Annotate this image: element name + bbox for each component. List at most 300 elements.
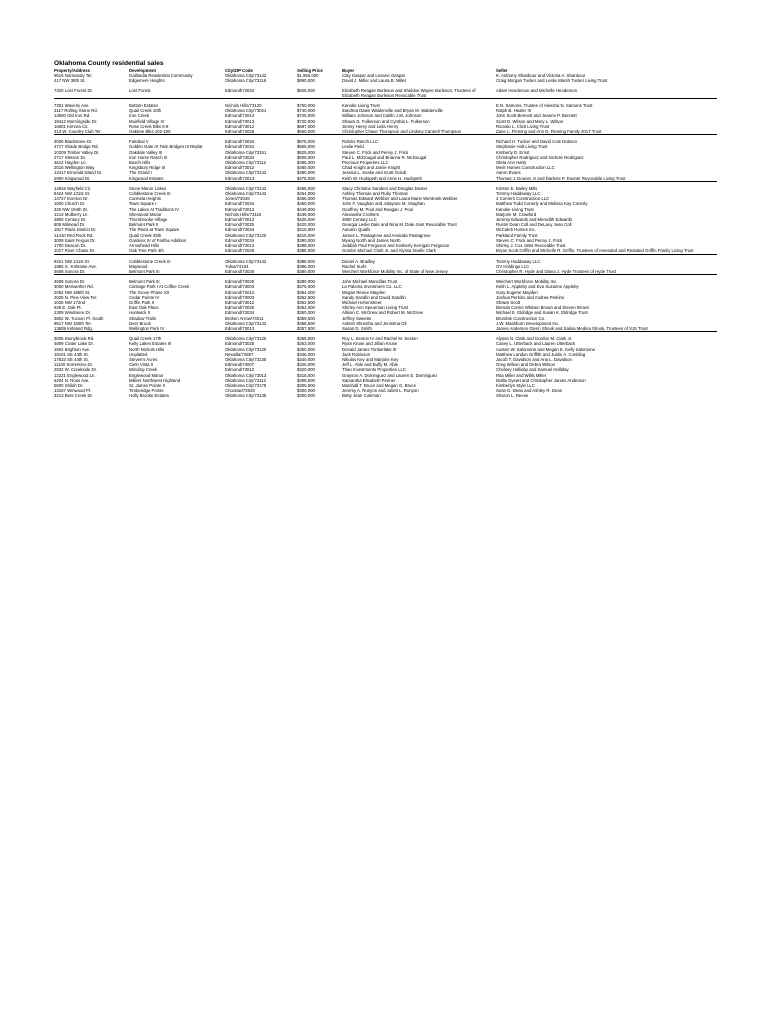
cell-price: $360,000 xyxy=(297,310,315,316)
cell-buyer: Sandy Sandlin and David Sandlin xyxy=(342,294,406,300)
cell-seller: Kimberlyn Style LLC xyxy=(496,382,535,388)
column-header-seller: Seller xyxy=(496,68,508,73)
table-row xyxy=(54,84,717,99)
cell-buyer: Paul L. McDougal and Brianna R. McDougal xyxy=(342,154,427,160)
cell-seller: Michael E. Eldridge and Susan K. Eldridge Trust xyxy=(496,310,588,316)
cell-seller: Shirley J. Cox 1994 Revocable Trust xyxy=(496,243,566,249)
cell-price: $386,000 xyxy=(297,263,315,269)
cell-city: Edmond/73025 xyxy=(225,129,297,135)
cell-city: Edmond/73034 xyxy=(225,237,255,243)
cell-seller: James Anderson Glenn Shook and Salina Medina Shook, Trustees of SJS Trust xyxy=(496,326,717,332)
cell-buyer: Precious Properties LLC xyxy=(342,160,389,166)
cell-city: Edmond/73012 xyxy=(225,165,255,171)
cell-buyer: Elizabeth Reagan Burleson and Sheldon Wayne Burleson, Trustees of Elizabeth Reagan Burleson Revocable Trust xyxy=(342,84,496,99)
cell-city: Oklahoma City/73118 xyxy=(225,78,267,84)
cell-seller: Thomas J. Dooner Jr and Darlene P. Dooner Revocable Living Trust xyxy=(496,176,717,182)
cell-address: 2717 Stetson Dr. xyxy=(54,154,87,160)
cell-seller: Merit Homes Construction LLC xyxy=(496,165,555,171)
cell-seller: Steven C. Frick and Penny J. Frick xyxy=(496,237,563,243)
cell-city: Broken Arrow/74011 xyxy=(225,315,264,321)
cell-price: $320,000 xyxy=(297,367,315,373)
cell-development: Cobblestone Creek III xyxy=(129,258,171,264)
cell-seller: Sean D. Dean and Ashley R. Dean xyxy=(496,388,563,394)
cell-city: Edmond/73034 xyxy=(225,139,255,145)
cell-price: $390,000 xyxy=(297,237,315,243)
cell-address: 1017 River Chase Dr. xyxy=(54,248,129,254)
cell-price: $359,000 xyxy=(297,315,315,321)
table-row xyxy=(54,181,717,191)
cell-seller: Adam Henderson and Michelle Henderson xyxy=(496,84,717,99)
cell-address: 13157 Winwood Pl. xyxy=(54,388,92,394)
cell-buyer: Susan D. Smith xyxy=(342,326,496,332)
cell-price: $464,000 xyxy=(297,191,315,197)
cell-buyer: Zandrea Dawn Waldenville and Bryan M. Waldenville xyxy=(342,108,443,114)
cell-address: 3000 Meriwether Rd. xyxy=(54,284,94,290)
cell-city: Edmond/73034 xyxy=(225,201,255,207)
cell-city: Tulsa/74104 xyxy=(225,263,249,269)
cell-buyer: William Johnson and Caitlin J.M. Johnson xyxy=(342,113,422,119)
cell-buyer: Rachel Surls xyxy=(342,263,367,269)
cell-buyer: David J. Miller and Laura B. Miller xyxy=(342,78,407,84)
cell-buyer: Jeddiah Paul Ferguson and Kimberly Kerrigan Ferguson xyxy=(342,243,450,249)
cell-development: Oaktree Blks 102-108 xyxy=(129,129,225,135)
cell-address: 9616 Normandy Ter. xyxy=(54,73,93,79)
cell-buyer: Jessica L. Suske and Scott Golub xyxy=(342,170,407,176)
table-row xyxy=(54,254,717,264)
table-row xyxy=(54,248,717,254)
cell-development: Iron Creek xyxy=(129,113,150,119)
cell-seller: Mollie Dysart and Christopher James Anderson xyxy=(496,377,586,383)
cell-seller: Oleta Ann Harty xyxy=(496,160,527,166)
cell-price: $740,000 xyxy=(297,108,315,114)
cell-seller: Keith L. Appleby and Eva Suzanne Appleby xyxy=(496,284,579,290)
cell-city: Oklahoma City/73151 xyxy=(225,149,267,155)
cell-buyer: Grayson A. Dominguez and Lauren E. Dominguez xyxy=(342,372,438,378)
cell-buyer: Ashley Thomas and Ruby Thomas xyxy=(342,191,408,197)
cell-seller: Stephanie Holt Living Trust xyxy=(496,144,548,150)
cell-address: 4717 Shade Bridge Rd. xyxy=(54,144,99,150)
cell-buyer: Kanoke Living Trust xyxy=(342,103,380,109)
cell-seller: Brumble Construction Co. xyxy=(496,315,546,321)
cell-city: Oklahoma City/73135 xyxy=(225,393,267,399)
cell-city: Oklahoma City/73142 xyxy=(225,258,267,264)
cell-buyer: Michael Hohenstreet xyxy=(342,299,382,305)
cell-seller: Matthew Landon Griffith and Justin A. Conkling xyxy=(496,351,586,357)
cell-seller: Chelsey Holliday and Samuel Holliday xyxy=(496,367,569,373)
cell-price: $300,000 xyxy=(297,393,315,399)
cell-buyer: Shirley Ann Spearman Living Trust xyxy=(342,305,408,311)
cell-development: St. James Pointe II xyxy=(129,382,166,388)
cell-price: $439,000 xyxy=(297,211,315,217)
cell-city: Edmond/73034 xyxy=(225,154,255,160)
cell-city: Oklahoma City/73142 xyxy=(225,170,267,176)
cell-seller: OV Holdings LLC xyxy=(496,263,530,269)
cell-city: Edmond/73025 xyxy=(225,341,255,347)
cell-city: Oklahoma City/73142 xyxy=(225,320,267,326)
cell-price: $485,000 xyxy=(297,160,315,166)
cell-development: Carmela Heights xyxy=(129,196,162,202)
cell-city: Edmond/73013 xyxy=(225,176,297,182)
cell-development: Busch Hills xyxy=(129,160,151,166)
cell-buyer: John Michael Mancillas Trust xyxy=(342,279,398,285)
cell-city: Oklahoma City/73120 xyxy=(225,336,267,342)
cell-buyer: Alexandra Crothers xyxy=(342,211,380,217)
cell-price: $750,000 xyxy=(297,103,315,109)
table-row xyxy=(54,332,717,342)
cell-buyer: Jeremy A. Runyon and Juliett L. Runyon xyxy=(342,388,419,394)
cell-price: $346,000 xyxy=(297,351,315,357)
cell-buyer: Geoffrey M. Pool and Reagan J. Pool xyxy=(342,206,414,212)
cell-address: 4612 Hayden Ln. xyxy=(54,160,87,166)
cell-development: Bottom Estates xyxy=(129,103,159,109)
cell-city: Edmond/73013 xyxy=(225,217,255,223)
cell-city: Oklahoma City/73021 xyxy=(225,108,267,114)
cell-address: 2800 Century Dr. xyxy=(54,217,87,223)
cell-city: Edmond/73012 xyxy=(225,367,255,373)
cell-address: 1817 Plaza District Dr. xyxy=(54,227,97,233)
cell-development: Rose Creek Blks 6-8 xyxy=(129,123,169,129)
cell-seller: Alyssa N. Clark and Gordon M. Clark Jr. xyxy=(496,336,573,342)
cell-address: 19412 Morningside Dr. xyxy=(54,118,98,124)
cell-development: Kingsbury Ridge III xyxy=(129,165,166,171)
cell-city: Edmond/73025 xyxy=(225,269,297,275)
cell-development: Edgemere Heights xyxy=(129,78,165,84)
cell-address: 2309 Windmere Dr. xyxy=(54,310,92,316)
cell-development: Iron Horse Ranch III xyxy=(129,154,168,160)
cell-development: Steven's Acres xyxy=(129,356,158,362)
cell-seller: Craig Morgan Tucker and Leslie Marsh Tucker Living Trust xyxy=(496,78,608,84)
cell-buyer: Allison C. McGrew and Robert M. McGrew xyxy=(342,310,423,316)
cell-development: Holly Brooke Estates xyxy=(129,393,169,399)
cell-buyer: Keith W. Hudspeth and Anne H. Hudspeth xyxy=(342,176,496,182)
table-body xyxy=(54,73,717,398)
cell-price: $305,500 xyxy=(297,382,315,388)
cell-address: 1602 Brighton Ave. xyxy=(54,346,91,352)
cell-price: $350,000 xyxy=(297,346,315,352)
cell-address: 8421 NW 131st St. xyxy=(54,258,91,264)
cell-price: $480,000 xyxy=(297,165,315,171)
cell-development: Winding Creek xyxy=(129,367,158,373)
cell-city: Oklahoma City/73142 xyxy=(225,185,267,191)
cell-development: The Lakes At Traditions IV xyxy=(129,206,180,212)
column-header-city: City/ZIP Code xyxy=(225,68,253,73)
cell-seller: Gary Eugene Mayden xyxy=(496,289,538,295)
cell-price: $720,000 xyxy=(297,118,315,124)
cell-city: Edmond/73013 xyxy=(225,206,255,212)
column-header-address: Property/Address xyxy=(54,68,91,73)
column-header-price: Selling Price xyxy=(297,68,323,73)
cell-address: 13609 Kirkland Rdg. xyxy=(54,326,129,332)
cell-address: 1213 Mulberry Ln. xyxy=(54,211,89,217)
cell-price: $353,000 xyxy=(297,341,315,347)
cell-buyer: Ryan Kruse and Jillian Kruse xyxy=(342,341,398,347)
cell-price: $890,000 xyxy=(297,78,315,84)
cell-buyer: Gordon Michael Clark Jr. and Alyssa Noelle Clark xyxy=(342,248,496,254)
cell-development: The Plaza at Town Square xyxy=(129,227,180,233)
cell-address: 14816 Wayfield Cir. xyxy=(54,185,92,191)
cell-seller: McCaleb Homes Inc. xyxy=(496,227,536,233)
cell-development: Deer Brook xyxy=(129,320,151,326)
cell-price: $380,000 xyxy=(297,269,342,275)
cell-address: 805 Milmead Dr. xyxy=(54,222,86,228)
cell-city: Edmond/73025 xyxy=(225,248,297,254)
cell-city: Edmond/73034 xyxy=(225,144,255,150)
cell-seller: E.N. Samons, Trustee of Aleesha N. Samons Trust xyxy=(496,103,593,109)
cell-buyer: Marshall T. Bruce and Megan G. Bruce xyxy=(342,382,416,388)
cell-address: 18101 SE 44th St. xyxy=(54,351,89,357)
cell-city: Oklahoma City/73179 xyxy=(225,382,267,388)
cell-address: 3802 W. Tucson Pl. South xyxy=(54,315,104,321)
cell-development: Oakdale Valley III xyxy=(129,149,163,155)
cell-seller: Greg Wilson and Debra Wilson xyxy=(496,362,555,368)
cell-development: Thornbrooke Village xyxy=(129,217,168,223)
cell-city: Oklahoma City/73142 xyxy=(225,73,267,79)
document-title: Oklahoma County residential sales xyxy=(54,60,164,67)
cell-development: Belmont Park III xyxy=(129,269,225,275)
cell-address: 16601 Kimrea Cir. xyxy=(54,123,89,129)
cell-price: $1,950,000 xyxy=(297,73,319,79)
cell-price: $325,000 xyxy=(297,362,315,368)
cell-price: $415,000 xyxy=(297,232,315,238)
cell-development: Kingwood Estates xyxy=(129,176,225,182)
cell-address: 2025 N. Pine View Ter. xyxy=(54,294,98,300)
cell-buyer: Jeffrey Sweetin xyxy=(342,315,372,321)
cell-seller: Aaron Evans xyxy=(496,170,521,176)
cell-development: The Grand I xyxy=(129,170,152,176)
cell-buyer: Thao Investments Properties LLC xyxy=(342,367,407,373)
document-page xyxy=(54,60,717,399)
cell-city: Edmond/73013 xyxy=(225,118,255,124)
cell-address: 1500 Church St. xyxy=(54,201,86,207)
cell-city: Oklahoma City/73112 xyxy=(225,377,267,383)
cell-buyer: Chad Knight and Jamie Knight xyxy=(342,165,401,171)
cell-address: 1955 S. Yorktown Ave. xyxy=(54,263,97,269)
cell-development: North Nichols Hills xyxy=(129,346,165,352)
cell-development: Unplatted xyxy=(129,351,148,357)
cell-seller: K. Anthony Shanbour and Victoria A. Shanbour xyxy=(496,73,586,79)
cell-city: Oklahoma City/73112 xyxy=(225,160,267,166)
cell-seller: Tommy Haddaway LLC xyxy=(496,258,541,264)
cell-price: $825,000 xyxy=(297,84,342,99)
cell-address: 6204 N. Ross Ave. xyxy=(54,377,90,383)
cell-buyer: Autumn Qualls xyxy=(342,227,371,233)
cell-price: $525,000 xyxy=(297,149,315,155)
cell-address: 2016 Wellington Way xyxy=(54,165,95,171)
cell-price: $357,500 xyxy=(297,326,342,332)
cell-city: Edmond/73013 xyxy=(225,326,297,332)
table-row xyxy=(54,135,717,145)
cell-seller: Zane L. Fleming and Ann D. Fleming Family 2017 Trust xyxy=(496,129,717,135)
cell-city: Edmond/73025 xyxy=(225,222,255,228)
cell-address: 413 W. Country Club Ter. xyxy=(54,129,129,135)
table-row xyxy=(54,99,717,109)
cell-buyer: Jeff L. Able and Buffy M. Able xyxy=(342,362,398,368)
cell-seller: Joshua Perkins and Andrea Perkins xyxy=(496,294,565,300)
cell-price: $358,500 xyxy=(297,320,315,326)
cell-buyer: 2800 Century LLC xyxy=(342,217,377,223)
cell-buyer: Shawn D. Fulkerson and Cynthia L. Fulkerson xyxy=(342,118,430,124)
cell-address: 3006 Blackstone Dr. xyxy=(54,139,93,145)
cell-development: Cedar Pointe IV xyxy=(129,294,160,300)
cell-seller: J.W. Mashburn Development Inc. xyxy=(496,320,560,326)
cell-price: $415,000 xyxy=(297,227,315,233)
cell-development: Fairdeal V xyxy=(129,139,149,145)
cell-address: 13600 Old Iron Rd. xyxy=(54,113,91,119)
cell-development: Griffin Park II xyxy=(129,299,154,305)
cell-city: Oklahoma City/73142 xyxy=(225,191,267,197)
cell-price: $388,000 xyxy=(297,243,315,249)
cell-price: $380,000 xyxy=(297,279,315,285)
cell-development: Sherwood Manor xyxy=(129,211,162,217)
cell-city: Edmond/73003 xyxy=(225,294,255,300)
cell-development: Gardens IV of Fairfax Addition xyxy=(129,237,187,243)
cell-development: Town Square I xyxy=(129,201,157,207)
cell-city: Edmond/73003 xyxy=(225,284,255,290)
cell-seller: 4 Corners Construction LLC xyxy=(496,196,550,202)
cell-development: Quail Creek 17th xyxy=(129,336,162,342)
cell-address: 8424 NW 131st St. xyxy=(54,191,91,197)
cell-address: 4608 Sonora Dr. xyxy=(54,269,129,275)
cell-buyer: Jimmy Henry and Leila Henry xyxy=(342,123,399,129)
cell-development: Wellington Park IV xyxy=(129,326,225,332)
cell-buyer: Samantha Elisabeth Penner xyxy=(342,377,396,383)
cell-price: $362,500 xyxy=(297,299,315,305)
cell-address: 1700 Deacon Dr. xyxy=(54,243,87,249)
cell-city: Edmond/73025 xyxy=(225,279,255,285)
cell-seller: Kristen E. Bailey Mills xyxy=(496,185,538,191)
cell-development: Arrowhead Hills xyxy=(129,243,160,249)
cell-development: Quail Creek 25th xyxy=(129,232,162,238)
cell-development: Timberidge Pointe xyxy=(129,388,164,394)
cell-address: 2052 NW 186th St. xyxy=(54,289,91,295)
cell-development: Kelly Lakes Estates III xyxy=(129,341,172,347)
cell-city: Edmond/73025 xyxy=(225,305,255,311)
cell-seller: Christopher R. Hyde and Diana J. Hyde Trustees of Hyde Trust xyxy=(496,269,717,275)
cell-buyer: James L. Pastagrove and Amanda Pastagrove xyxy=(342,232,431,238)
cell-development: Quail Creek 10th xyxy=(129,108,162,114)
table-row xyxy=(54,275,717,285)
cell-development: Muirfield Village IV xyxy=(129,118,165,124)
cell-city: Oklahoma City/73120 xyxy=(225,346,267,352)
cell-seller: Kimberly D. Ernst xyxy=(496,149,530,155)
cell-development: Belmont Park III xyxy=(129,279,160,285)
cell-city: Edmond/73034 xyxy=(225,84,297,99)
cell-city: Jones/73049 xyxy=(225,196,250,202)
cell-address: 13417 Emerald Island Dr. xyxy=(54,170,103,176)
cell-seller: Ralph B. Healer III xyxy=(496,108,532,114)
cell-city: Edmond/73007 xyxy=(225,362,255,368)
cell-address: 12221 Englewood Ln. xyxy=(54,372,96,378)
cell-seller: Bryan Scott Griffin and Michelle R. Griffin, Trustees of Amended and Restated Griffin Family Living Trust xyxy=(496,248,717,254)
cell-city: Nichols Hills/73116 xyxy=(225,211,262,217)
cell-seller: Jeremy Edwards and Meredith Edwards xyxy=(496,217,573,223)
cell-address: 7320 Lost Forest Dr. xyxy=(54,84,129,99)
cell-price: $355,000 xyxy=(297,336,315,342)
cell-buyer: Clay Gaspar and Leanne Gaspar xyxy=(342,73,406,79)
cell-address: 4809 Crater Lake Dr. xyxy=(54,341,94,347)
cell-price: $450,000 xyxy=(297,201,315,207)
cell-seller: Sharon L. Reese xyxy=(496,393,529,399)
cell-address: 417 NW 38th St. xyxy=(54,78,86,84)
cell-price: $725,000 xyxy=(297,113,315,119)
cell-city: Edmond/73034 xyxy=(225,310,255,316)
cell-price: $308,500 xyxy=(297,377,315,383)
cell-address: 3117 Rolling Stone Rd. xyxy=(54,108,98,114)
cell-buyer: Robins Ranch LLC xyxy=(342,139,379,145)
cell-buyer: Weichert Workforce Mobility Inc. of State of New Jersey xyxy=(342,269,496,275)
cell-seller: Weichert Workforce Mobility Inc. xyxy=(496,279,558,285)
cell-price: $375,000 xyxy=(297,284,315,290)
cell-price: $456,000 xyxy=(297,196,315,202)
cell-address: 3213 Bent Creek Dr. xyxy=(54,393,93,399)
cell-price: $388,000 xyxy=(297,248,342,254)
cell-development: Cielo Vista II xyxy=(129,362,154,368)
cell-seller: Austen W. Salomone and Megan E. Kelly Salomone xyxy=(496,346,596,352)
cell-development: Huntwick II xyxy=(129,310,151,316)
cell-price: $425,000 xyxy=(297,217,315,223)
cell-buyer: Daniel A. Bradley xyxy=(342,258,375,264)
cell-address: 8517 NW 150th Ter. xyxy=(54,320,92,326)
cell-seller: John Scott Bennett and Jeanne P. Bennett xyxy=(496,113,577,119)
cell-address: 1025 NW 172nd xyxy=(54,299,86,305)
cell-development: Stone Manor Lakes xyxy=(129,185,167,191)
cell-city: Edmond/73012 xyxy=(225,289,255,295)
cell-price: $575,000 xyxy=(297,139,315,145)
cell-address: 3009 Saint Fergus Dr. xyxy=(54,237,96,243)
cell-city: Nichols Hills/73120 xyxy=(225,103,262,109)
cell-seller: Matthew Todd Conerly and Melissa Kay Conerly xyxy=(496,201,588,207)
column-header-buyer: Buyer xyxy=(342,68,355,73)
cell-address: 2832 W. Creekside Dr. xyxy=(54,367,97,373)
cell-buyer: Ashish Shrestha and Jenishna Oli xyxy=(342,320,407,326)
cell-buyer: Roy L. Sexton IV and Rachel M. Sexton xyxy=(342,336,418,342)
cell-seller: Casey L. Utterback and Lauren Utterback xyxy=(496,341,576,347)
cell-buyer: Thomas Edward Webber and Laura Marie Wentroek Webber xyxy=(342,196,458,202)
cell-development: Golden Gate At Twin Bridges III Replat xyxy=(129,144,203,150)
table-row xyxy=(54,393,717,398)
cell-city: Oklahoma City/73120 xyxy=(225,232,267,238)
cell-city: Edmond/73012 xyxy=(225,299,255,305)
cell-development: Englewood Manor xyxy=(129,372,164,378)
cell-price: $475,000 xyxy=(297,176,342,182)
cell-buyer: Nikolas Key and Marjorie Key xyxy=(342,356,399,362)
cell-development: Lost Forest xyxy=(129,84,225,99)
cell-seller: Christopher Rodriguez and Nichole Rodriguez xyxy=(496,154,584,160)
cell-price: $315,000 xyxy=(297,372,315,378)
cell-address: 11100 Sorrentino Dr. xyxy=(54,362,94,368)
cell-address: 4608 Sonora Dr. xyxy=(54,279,86,285)
cell-seller: Rustin Dean Coll and DeLacy Jean Coll xyxy=(496,222,572,228)
cell-development: The Grove Phase XII xyxy=(129,289,170,295)
cell-seller: Jacob T. Davidson and Ana L. Davidson xyxy=(496,356,572,362)
cell-price: $660,000 xyxy=(297,129,342,135)
cell-buyer: Christopher Chase Thompson and Lindsey Cantrell Thompson xyxy=(342,129,496,135)
cell-seller: Marjorie M. Crawford xyxy=(496,211,537,217)
cell-address: 326 NW 194th St. xyxy=(54,206,88,212)
cell-seller: Scott D. Wilson and Mary L. Wilson xyxy=(496,118,564,124)
cell-price: $362,500 xyxy=(297,294,315,300)
cell-price: $364,000 xyxy=(297,289,315,295)
cell-price: $508,000 xyxy=(297,154,315,160)
cell-seller: Brenda Corine Whitten Brown and Steven Brown xyxy=(496,305,590,311)
cell-price: $449,000 xyxy=(297,206,315,212)
cell-address: 3005 Stonybrook Rd. xyxy=(54,336,95,342)
cell-city: Newalla/74857 xyxy=(225,351,254,357)
cell-buyer: Leslie Field xyxy=(342,144,364,150)
cell-address: 10209 Timber Valley Dr. xyxy=(54,149,100,155)
cell-price: $565,000 xyxy=(297,144,315,150)
cell-seller: Richard H. Tucker and David Cole Dobson xyxy=(496,139,577,145)
